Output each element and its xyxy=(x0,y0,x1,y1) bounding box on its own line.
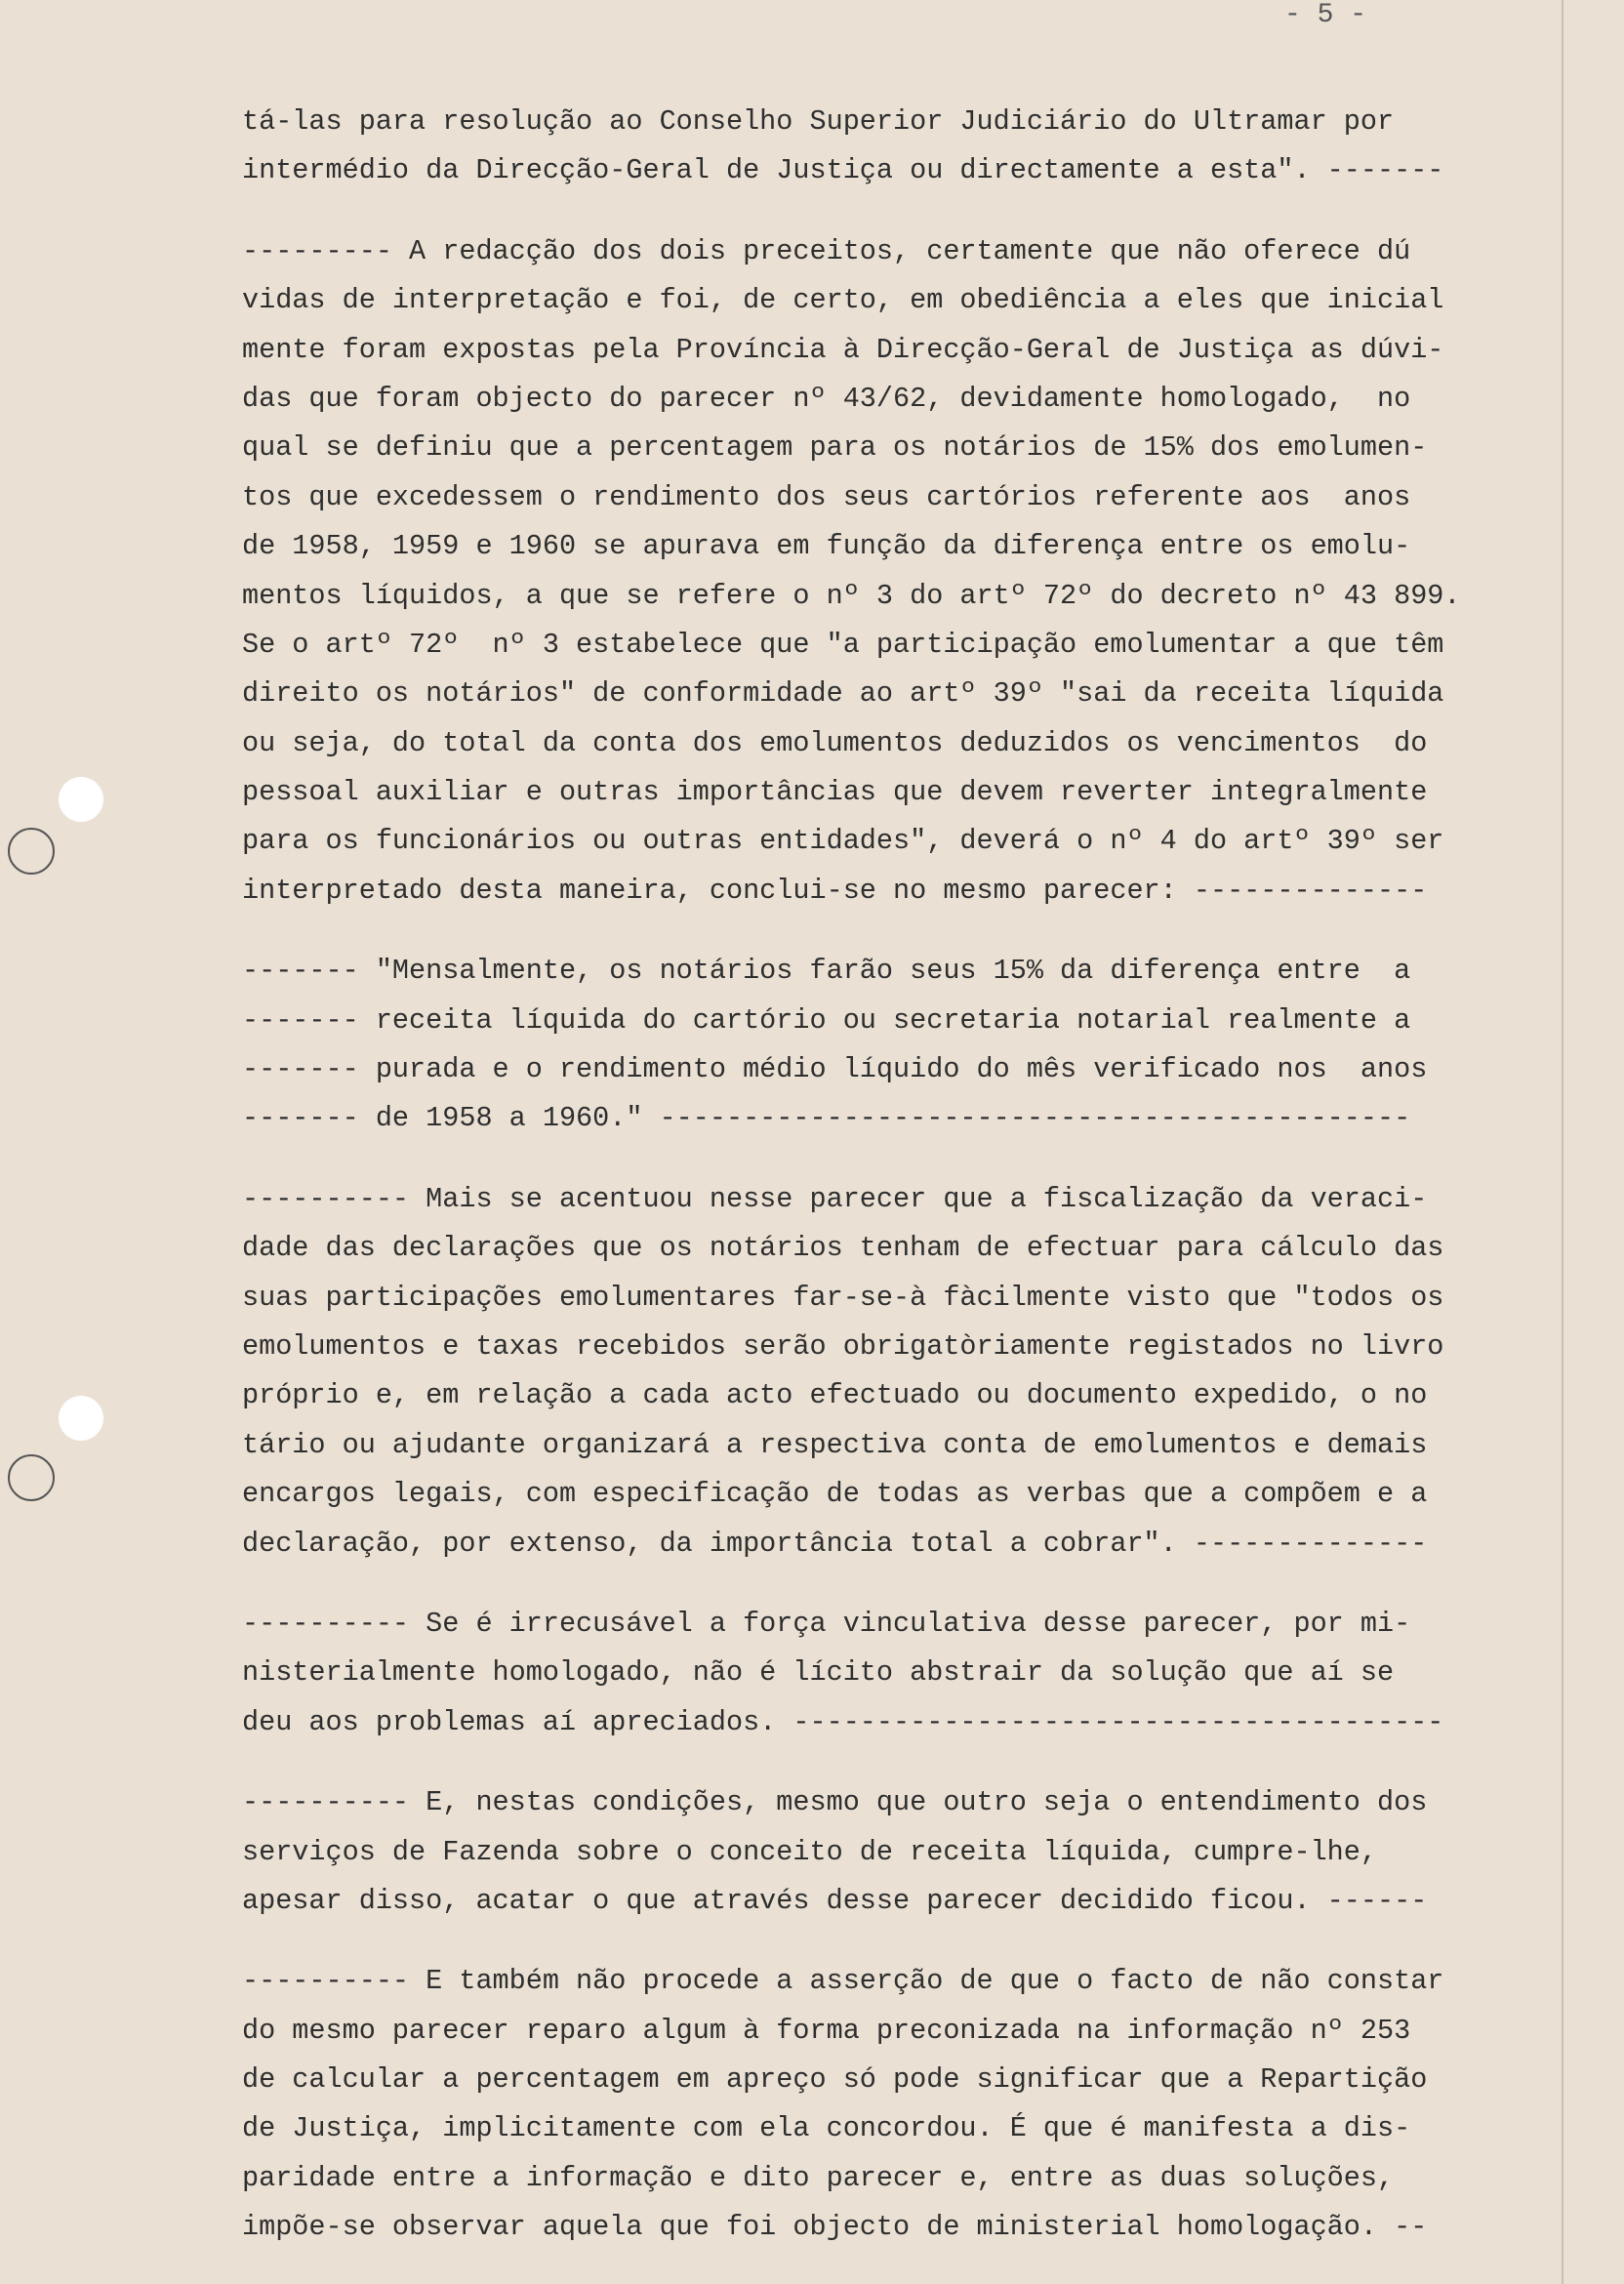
paragraph xyxy=(242,227,1540,916)
paragraph xyxy=(242,1778,1540,1926)
text-line: paridade entre a informação e dito parecer e, entre as duas soluções, xyxy=(242,2161,1395,2194)
text-line: ---------- Se é irrecusável a força vinculativa desse parecer, por mi- xyxy=(242,1607,1411,1640)
text-line: de Justiça, implicitamente com ela concordou. É que é manifesta a dis- xyxy=(242,2112,1411,2145)
text-line: ou seja, do total da conta dos emolumentos deduzidos os vencimentos do xyxy=(242,726,1428,759)
text-line: de 1958, 1959 e 1960 se apurava em função da diferença entre os emolu- xyxy=(242,530,1411,563)
text-line: nisterialmente homologado, não é lícito abstrair da solução que aí se xyxy=(242,1656,1395,1690)
text-line: intermédio da Direcção-Geral de Justiça ou directamente a esta". ------- xyxy=(242,154,1444,187)
text-line: ------- purada e o rendimento médio líquido do mês verificado nos anos xyxy=(242,1053,1428,1086)
paragraph xyxy=(242,1175,1540,1569)
paragraph xyxy=(242,1600,1540,1747)
text-line: --------- A redacção dos dois preceitos, certamente que não oferece dú xyxy=(242,234,1411,267)
text-line: para os funcionários ou outras entidades", deverá o nº 4 do artº 39º ser xyxy=(242,825,1444,858)
text-line: dade das declarações que os notários tenham de efectuar para cálculo das xyxy=(242,1232,1444,1265)
paragraph xyxy=(242,1957,1540,2252)
text-line: direito os notários" de conformidade ao artº 39º "sai da receita líquida xyxy=(242,677,1444,711)
text-line: apesar disso, acatar o que através desse parecer decidido ficou. ------ xyxy=(242,1884,1428,1917)
text-line: ------- de 1958 a 1960." --------------------------------------------- xyxy=(242,1102,1411,1135)
text-line: declaração, por extenso, da importância total a cobrar". -------------- xyxy=(242,1527,1428,1560)
pencil-circle-mark-top xyxy=(8,828,55,875)
text-line: interpretado desta maneira, conclui-se no mesmo parecer: -------------- xyxy=(242,874,1428,907)
text-line: ---------- Mais se acentuou nesse parecer que a fiscalização da veraci- xyxy=(242,1182,1428,1215)
text-line: ------- "Mensalmente, os notários farão seus 15% da diferença entre a xyxy=(242,955,1411,988)
text-line: ------- receita líquida do cartório ou secretaria notarial realmente a xyxy=(242,1003,1411,1037)
text-line: emolumentos e taxas recebidos serão obrigatòriamente registados no livro xyxy=(242,1329,1444,1363)
text-line: ---------- E também não procede a asserção de que o facto de não constar xyxy=(242,1965,1444,1998)
text-line: tos que excedessem o rendimento dos seus cartórios referente aos anos xyxy=(242,480,1411,513)
paragraph xyxy=(242,98,1540,196)
text-line: próprio e, em relação a cada acto efectuado ou documento expedido, o no xyxy=(242,1379,1428,1412)
text-line: do mesmo parecer reparo algum à forma preconizada na informação nº 253 xyxy=(242,2014,1411,2047)
text-line: Se o artº 72º nº 3 estabelece que "a participação emolumentar a que têm xyxy=(242,628,1444,661)
pencil-circle-mark-bottom xyxy=(8,1454,55,1501)
text-line: de calcular a percentagem em apreço só pode significar que a Repartição xyxy=(242,2063,1428,2097)
text-line: tá-las para resolução ao Conselho Superior Judiciário do Ultramar por xyxy=(242,105,1395,138)
text-line: vidas de interpretação e foi, de certo, em obediência a eles que inicial xyxy=(242,284,1444,317)
text-line: deu aos problemas aí apreciados. --------------------------------------- xyxy=(242,1705,1444,1738)
punch-hole-top xyxy=(59,777,103,822)
right-margin-rule xyxy=(1562,0,1563,2284)
quoted-paragraph xyxy=(242,947,1540,1144)
text-line: ---------- E, nestas condições, mesmo que outro seja o entendimento dos xyxy=(242,1786,1428,1819)
text-line: serviços de Fazenda sobre o conceito de receita líquida, cumpre-lhe, xyxy=(242,1835,1377,1868)
punch-hole-bottom xyxy=(59,1396,103,1441)
text-line: encargos legais, com especificação de todas as verbas que a compõem e a xyxy=(242,1478,1428,1511)
document-body xyxy=(242,98,1540,2253)
text-line: suas participações emolumentares far-se-à fàcilmente visto que "todos os xyxy=(242,1281,1444,1314)
text-line: pessoal auxiliar e outras importâncias que devem reverter integralmente xyxy=(242,776,1428,809)
text-line: impõe-se observar aquela que foi objecto de ministerial homologação. -- xyxy=(242,2211,1428,2244)
text-line: tário ou ajudante organizará a respectiva conta de emolumentos e demais xyxy=(242,1428,1428,1461)
text-line: das que foram objecto do parecer nº 43/62, devidamente homologado, no xyxy=(242,382,1411,415)
page-number: - 5 - xyxy=(1284,0,1367,30)
text-line: qual se definiu que a percentagem para os notários de 15% dos emolumen- xyxy=(242,431,1428,465)
text-line: mente foram expostas pela Província à Direcção-Geral de Justiça as dúvi- xyxy=(242,333,1444,366)
text-line: mentos líquidos, a que se refere o nº 3 do artº 72º do decreto nº 43 899. xyxy=(242,579,1461,612)
